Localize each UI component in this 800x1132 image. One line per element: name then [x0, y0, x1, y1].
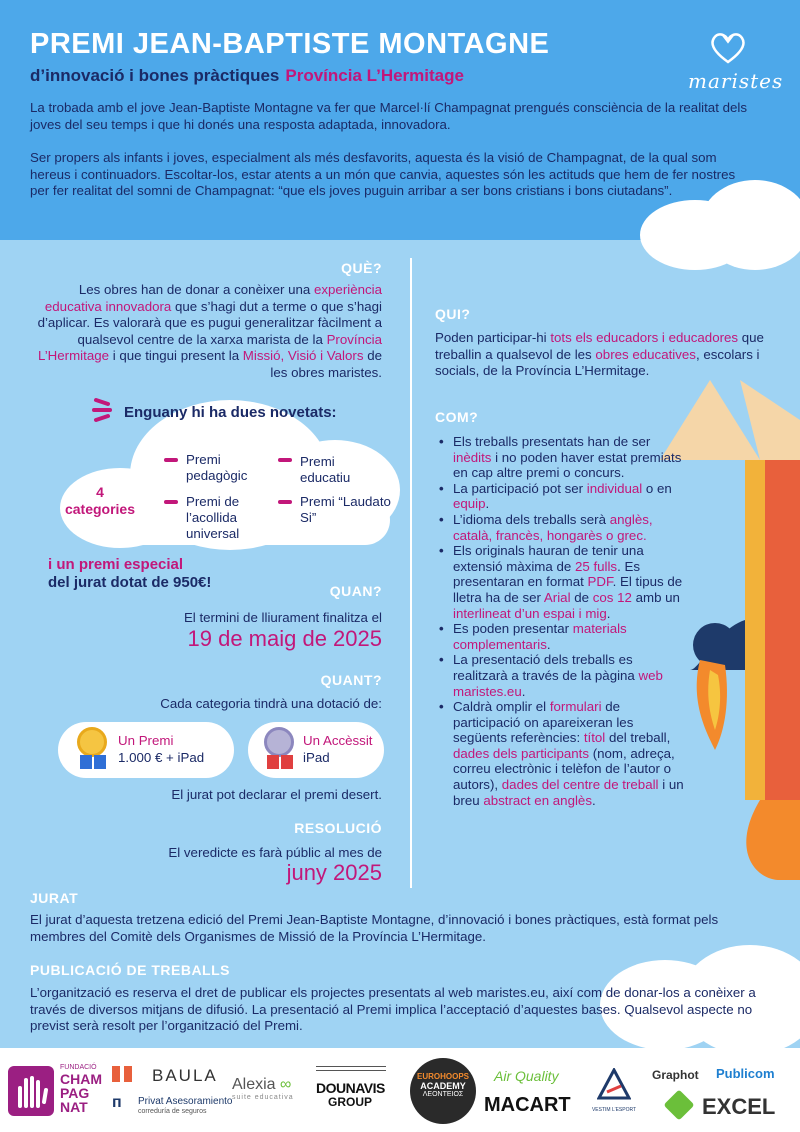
euro-line2: ACADEMY [420, 1081, 466, 1091]
com-i4f: Arial [543, 589, 571, 605]
que-heading: QUÈ? [341, 260, 382, 276]
com-i4i: amb un [631, 589, 680, 605]
champ-line2: CHAM [60, 1071, 102, 1087]
list-item [435, 434, 690, 481]
sparkle-icon [92, 396, 118, 426]
com-heading: COM? [435, 409, 479, 425]
prize1-title: Un Premi [118, 733, 174, 748]
que-t1: Les obres han de donar a conèixer una [78, 282, 314, 297]
ribbon-icon [267, 755, 279, 769]
category-4: Premi “Laudato Si” [300, 494, 391, 525]
resolucio-text: El veredicte es farà públic al mes de [168, 845, 382, 860]
baula-text: BAULA [152, 1066, 218, 1085]
com-i7d: títol [583, 730, 606, 746]
page-title: PREMI JEAN-BAPTISTE MONTAGNE [30, 28, 550, 60]
com-i6c: . [521, 683, 526, 699]
special-prize-line2: del jurat dotat de 950€! [48, 574, 212, 591]
euro-line3: ΛΕΟΝΤΕΙΟΣ [422, 1091, 464, 1098]
quant-heading: QUANT? [320, 672, 382, 688]
privat-sub: correduría de seguros [138, 1108, 207, 1115]
logo-text: maristes [688, 69, 784, 93]
qui-heading: QUI? [435, 306, 471, 322]
com-i1c: i no poden haver estat premiats en cap altre premi o concurs. [453, 449, 682, 481]
resolucio-heading: RESOLUCIÓ [294, 820, 382, 836]
com-i6b: web maristes.eu [453, 667, 663, 699]
com-i5a: Es poden presentar [453, 621, 573, 637]
com-i5c: . [546, 636, 551, 652]
list-item [435, 543, 690, 621]
ribbon-icon [80, 755, 92, 769]
com-i4d: PDF [587, 574, 613, 590]
champ-line1: FUNDACIÓ [60, 1064, 97, 1071]
que-text [30, 282, 382, 381]
com-i2b: individual [586, 480, 643, 496]
categories-number: 4 [96, 484, 104, 500]
com-i4e: . El tipus de lletra ha de ser [453, 574, 683, 605]
com-i3b: anglès, català, francès, hongarès o grec. [453, 511, 653, 543]
hand-icon [14, 1072, 50, 1110]
gold-medal-icon [77, 727, 107, 757]
com-i7f: dades dels participants [453, 745, 590, 761]
dounavis-text: DOUNAVIS [316, 1080, 385, 1096]
com-i6a: La presentació dels treballs es realitzarà a través de la pàgina [453, 652, 639, 683]
maristes-logo [688, 30, 784, 93]
alexia-text: Alexia [232, 1076, 276, 1093]
prize2-title: Un Accèssit [303, 733, 373, 748]
dounavis-logo [316, 1064, 386, 1120]
dash-icon [164, 458, 178, 462]
com-i2a: La participació pot ser [453, 480, 587, 496]
graphot-logo: Graphot [652, 1068, 699, 1082]
champ-word [60, 1072, 102, 1114]
publicacio-heading: PUBLICACIÓ DE TREBALLS [30, 962, 230, 978]
category-1: Premi pedagògic [186, 452, 248, 483]
ribbon-icon [94, 755, 106, 769]
com-i4g: de [570, 589, 593, 605]
com-i7j: abstract en anglès [483, 792, 592, 808]
euro-line1: EUROHOOPS [416, 1072, 469, 1081]
desert-text: El jurat pot declarar el premi desert. [171, 787, 382, 802]
com-i7h: dades del centre de treball [501, 777, 659, 793]
dash-icon [278, 458, 292, 462]
novetats-heading: Enguany hi ha dues novetats: [124, 404, 337, 421]
macart-logo: MACART [484, 1094, 571, 1116]
categories-label: categories [64, 500, 136, 517]
list-item [435, 699, 690, 808]
intro-paragraph-1: La trobada amb el jove Jean-Baptiste Montagne va fer que Marcel·lí Champagnat prengués consciència de la realitat dels joves del seu temps i que hi donés una resposta adaptada, innovadora. [30, 100, 747, 132]
categories-count [50, 484, 150, 517]
alexia-logo: Alexia ∞ suite educativa [232, 1076, 294, 1101]
deadline-date: 19 de maig de 2025 [187, 626, 382, 651]
que-t3: que s’hagi dut a terme o que s’hagi d’aplicar. Es valorarà que es pugui generalitzar fàcilment a qualsevol centre de la xarxa marista de la [37, 298, 382, 347]
divider [410, 258, 412, 888]
silver-medal-icon [264, 727, 294, 757]
com-i4b: 25 fulls [574, 558, 618, 574]
dounavis-sub: GROUP [328, 1095, 373, 1109]
heart-icon [708, 30, 748, 64]
prize2-value: iPad [303, 750, 330, 765]
vestim-logo [590, 1068, 638, 1118]
com-i2c: o en [642, 480, 672, 496]
category-2: Premi educatiu [300, 454, 351, 485]
list-item [435, 481, 690, 512]
que-t6: Missió, Visió i Valors [242, 348, 364, 363]
com-i7i: i un breu [453, 777, 684, 808]
com-i2d: equip [453, 496, 486, 512]
quant-text: Cada categoria tindrà una dotació de: [160, 696, 382, 711]
list-item [435, 621, 690, 652]
jurat-heading: JURAT [30, 890, 79, 906]
com-i4a: Els originals hauran de tenir una extensió màxima de [453, 543, 644, 574]
publicacio-text: L’organització es reserva el dret de publicar els projectes presentats al web maristes.eu, així com de donar-los a conèixer a través de diversos mitjans de difusió. La presentació al Premi implica l’acceptació d’aquestes bases. Qualsevol aspecte no previst serà resolt per l’organització del Premi. [30, 985, 756, 1033]
com-i1a: Els treballs presentats han de ser [453, 434, 651, 449]
excel-logo [668, 1094, 788, 1120]
excel-text: EXCEL [702, 1094, 776, 1119]
com-i3a: L’idioma dels treballs serà [453, 511, 610, 527]
dash-icon [278, 500, 292, 504]
page-subtitle [30, 66, 464, 86]
qui-t3: que treballin a qualsevol de les [435, 330, 764, 362]
quan-text: El termini de lliurament finalitza el [183, 610, 382, 625]
com-i2e: . [485, 496, 490, 512]
com-i4h: cos 12 [592, 589, 632, 605]
vestim-text: VESTIM L’ESPORT [591, 1107, 637, 1113]
que-t4: Província L’Hermitage [38, 331, 382, 363]
com-i4c: . Es presentaran en format [453, 558, 640, 590]
que-t7: de les obres maristes. [270, 348, 382, 380]
que-t2: experiència educativa innovadora [44, 282, 382, 314]
com-i1b: inèdits [453, 449, 492, 465]
special-prize-line1: i un premi especial [48, 556, 184, 573]
com-i4j: interlineat d’un espai i mig [453, 605, 607, 621]
subtitle-province: Província L’Hermitage [285, 66, 464, 85]
qui-t5: , escolars i socials, de la Província L’Hermitage. [435, 346, 760, 378]
com-list [435, 434, 690, 808]
quan-heading: QUAN? [329, 583, 382, 599]
com-i7g: (nom, adreça, correu electrònic i telèfon de l’autor o autors), [453, 745, 675, 793]
privat-text: Privat Asesoramiento [138, 1096, 233, 1107]
com-i7e: del treball, [605, 730, 671, 746]
list-item [435, 512, 690, 543]
subtitle-text: d’innovació i bones pràctiques [30, 66, 280, 85]
com-i5b: materials complementaris [453, 621, 627, 652]
com-i7b: formulari [549, 699, 602, 715]
champagnat-logo [8, 1062, 100, 1122]
eurohoops-logo [410, 1058, 476, 1124]
intro-paragraph-2: Ser propers als infants i joves, especialment als més desfavorits, aquesta és la visió de Champagnat, de la qual som hereus i continuadors. Escoltar-los, estar atents a un món que canvia, aquestes són les actituds que hem de fer nostres per fer realitat del somni de Champagnat: “que els joves puguin arribar a ser bons cristians i bons ciutadans”. [30, 150, 736, 198]
champ-line4: NAT [60, 1099, 88, 1115]
resolution-date: juny 2025 [286, 860, 382, 885]
triangle-icon [597, 1068, 631, 1102]
ribbon-icon [281, 755, 293, 769]
com-i7c: de participació on apareixeran les següents referències: [453, 699, 634, 746]
qui-t2: tots els educadors i educadores [550, 330, 739, 345]
list-item [435, 652, 690, 699]
prize1-value: 1.000 € + iPad [118, 750, 205, 765]
com-i7k: . [591, 792, 596, 808]
qui-t1: Poden participar-hi [435, 330, 551, 345]
alexia-sub: suite educativa [232, 1094, 294, 1101]
category-3: Premi de l’acollida universal [186, 494, 240, 541]
qui-t4: obres educatives [595, 346, 696, 362]
com-i4k: . [606, 605, 611, 621]
dash-icon [164, 500, 178, 504]
champ-line3: PAG [60, 1085, 90, 1101]
que-t5: i que tingui present la [109, 348, 243, 363]
airquality-logo: Air Quality [494, 1068, 559, 1084]
jurat-text: El jurat d’aquesta tretzena edició del Premi Jean-Baptiste Montagne, d’innovació i bones pràctiques, està format pels membres del Comitè dels Organismes de Missió de la Província L’Hermitage. [30, 912, 719, 944]
com-i7a: Caldrà omplir el [453, 699, 550, 715]
qui-text [435, 330, 780, 380]
publicom-logo: Publicom [716, 1066, 775, 1081]
